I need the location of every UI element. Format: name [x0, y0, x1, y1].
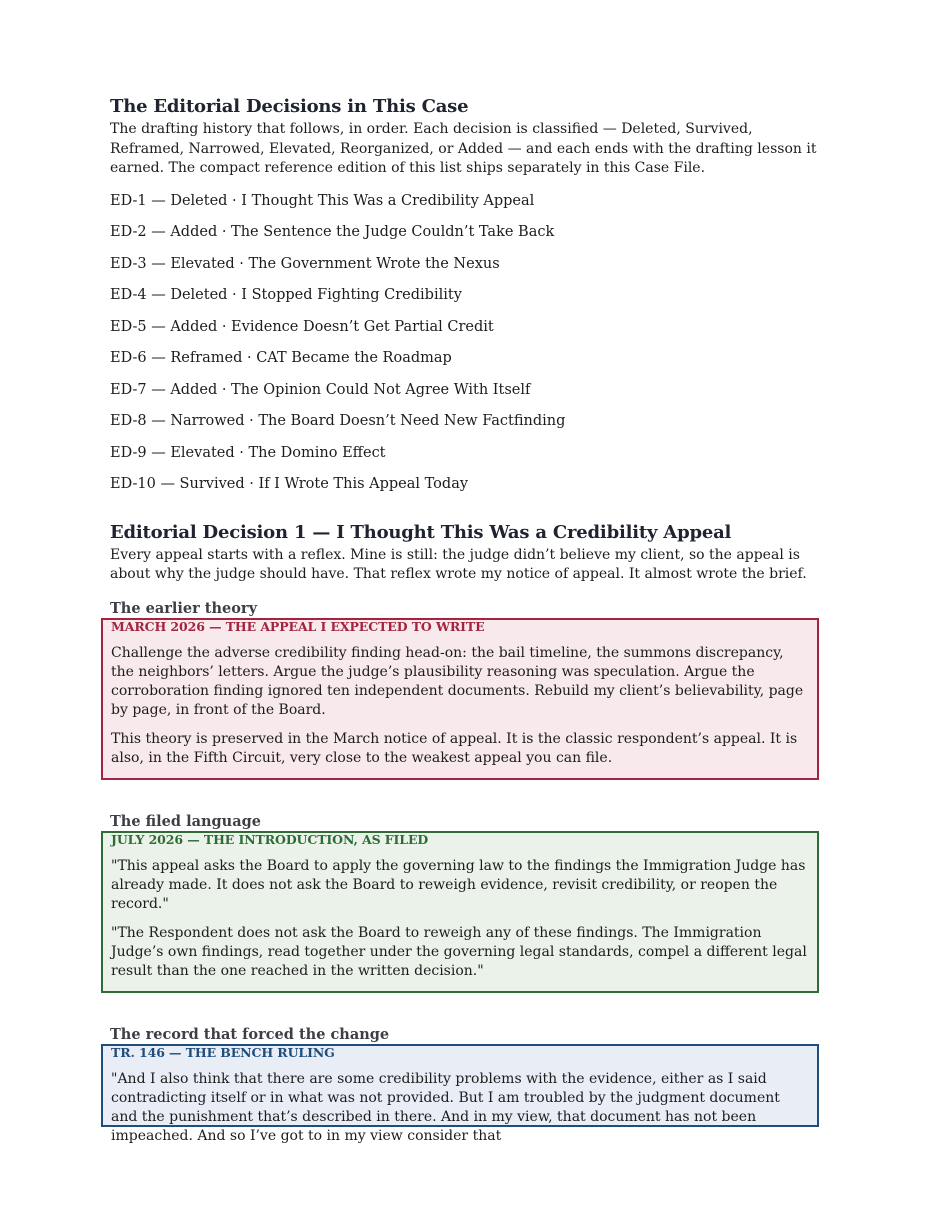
- list-item-ed-1: ED-1 — Deleted · I Thought This Was a Credibility Appeal: [110, 192, 535, 209]
- filed-language-callout: [101, 831, 819, 993]
- list-item-ed-7: ED-7 — Added · The Opinion Could Not Agree With Itself: [110, 381, 531, 398]
- document-page: [110, 94, 818, 1144]
- callout-text-record-1: "And I also think that there are some credibility problems with the evidence, either as I said contradicting itself or in what was not provided. But I am troubled by the judgment document and the punishment that’s described in there. And in my view, that document has not been impeached. And so I’ve got to in my view consider that: [111, 1070, 780, 1144]
- list-item-ed-3: ED-3 — Elevated · The Government Wrote the Nexus: [110, 255, 500, 272]
- subheading-record-change: The record that forced the change: [110, 1025, 390, 1043]
- list-item-ed-4: ED-4 — Deleted · I Stopped Fighting Credibility: [110, 287, 462, 303]
- callout-label-filed: JULY 2026 — THE INTRODUCTION, AS FILED: [111, 831, 429, 847]
- bench-ruling-callout: [101, 1044, 819, 1144]
- callout-text-earlier-1: Challenge the adverse credibility finding head-on: the bail timeline, the summons discrepancy, the neighbors’ letters. Argue the judge’s plausibility reasoning was speculation. Argue the corroboration finding ignored ten independent documents. Rebuild my client’s believability, page by page, in front of the Board.: [111, 644, 804, 718]
- list-item-ed-9: ED-9 — Elevated · The Domino Effect: [110, 444, 386, 461]
- subheading-filed-language: The filed language: [110, 812, 261, 830]
- callout-text-filed-1: "This appeal asks the Board to apply the governing law to the findings the Immigration Judge has already made. It does not ask the Board to reweigh evidence, revisit credibility, or reopen the record.": [111, 857, 806, 912]
- callout-label-earlier: MARCH 2026 — THE APPEAL I EXPECTED TO WRITE: [111, 618, 485, 634]
- callout-label-record: TR. 146 — THE BENCH RULING: [111, 1044, 335, 1060]
- list-item-ed-6: ED-6 — Reframed · CAT Became the Roadmap: [110, 350, 452, 366]
- list-item-ed-2: ED-2 — Added · The Sentence the Judge Couldn’t Take Back: [110, 224, 555, 240]
- callout-text-filed-2: "The Respondent does not ask the Board to reweigh any of these findings. The Immigration Judge’s own findings, read together under the governing legal standards, compel a different legal result than the one reached in the written decision.": [111, 924, 807, 979]
- list-item-ed-8: ED-8 — Narrowed · The Board Doesn’t Need New Factfinding: [110, 413, 566, 429]
- earlier-theory-callout: [101, 618, 819, 780]
- intro-paragraph: The drafting history that follows, in order. Each decision is classified — Deleted, Survived, Reframed, Narrowed, Elevated, Reorganized, or Added — and each ends with the drafting lesson it earned. The compact reference edition of this list ships separately in this Case File.: [110, 121, 817, 176]
- section-title-decision-1: Editorial Decision 1 — I Thought This Was a Credibility Appeal: [110, 521, 732, 543]
- list-item-ed-10: ED-10 — Survived · If I Wrote This Appeal Today: [110, 476, 469, 492]
- callout-text-earlier-2: This theory is preserved in the March notice of appeal. It is the classic respondent’s appeal. It is also, in the Fifth Circuit, very close to the weakest appeal you can file.: [111, 730, 798, 766]
- list-item-ed-5: ED-5 — Added · Evidence Doesn’t Get Partial Credit: [110, 318, 494, 335]
- editorial-decisions-list: [110, 191, 818, 506]
- decision-1-paragraph: Every appeal starts with a reflex. Mine is still: the judge didn’t believe my client, so the appeal is about why the judge should have. That reflex wrote my notice of appeal. It almost wrote the brief.: [110, 546, 807, 582]
- section-title-editorial-decisions: The Editorial Decisions in This Case: [110, 96, 469, 117]
- subheading-earlier-theory: The earlier theory: [110, 599, 257, 617]
